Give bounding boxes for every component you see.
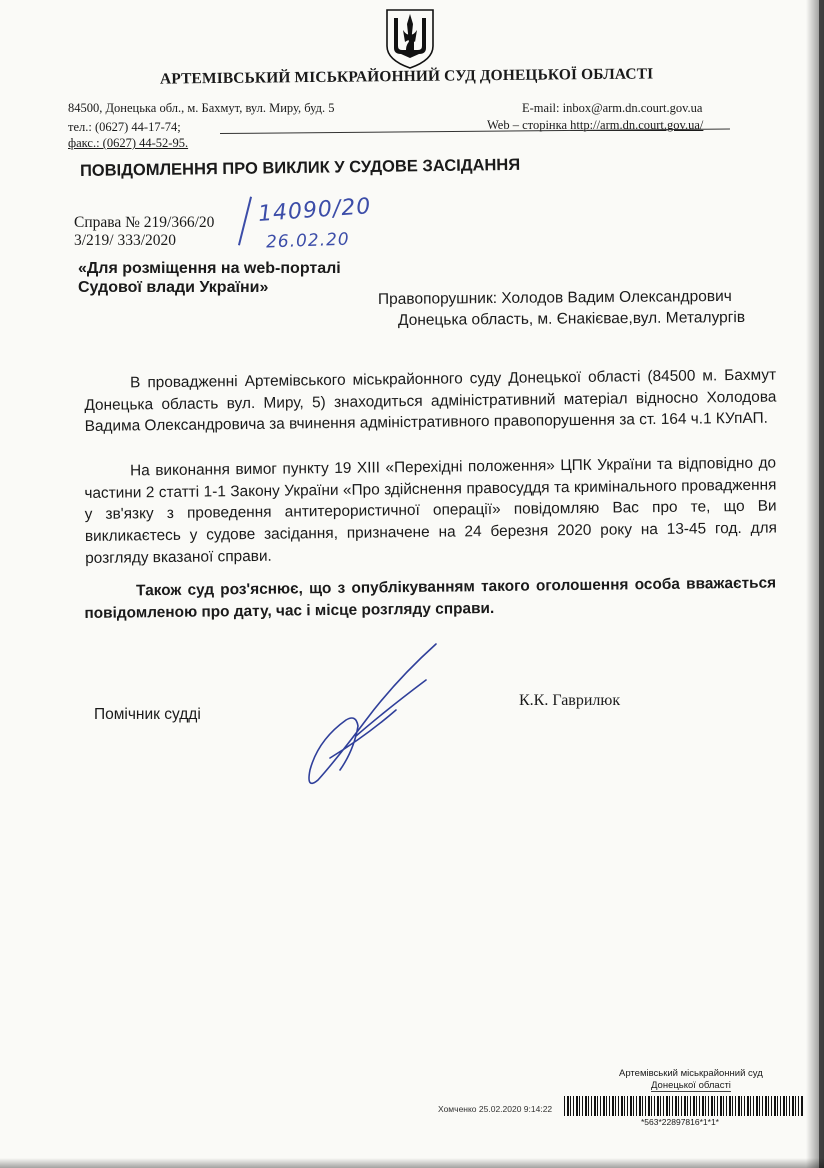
court-address: 84500, Донецька обл., м. Бахмут, вул. Миру, буд. 5 [68,101,335,115]
court-fax: факс.: (0627) 44-52-95. [68,136,189,150]
court-name: АРТЕМІВСЬКИЙ МІСЬКРАЙОННИЙ СУД ДОНЕЦЬКОЇ ОБЛАСТІ [159,65,654,88]
trident-emblem-icon [381,8,439,70]
handwritten-signature [296,640,446,790]
registration-stamp [420,1062,810,1132]
web-url-link[interactable]: http://arm.dn.court.gov.ua/ [570,118,704,132]
document-title: ПОВІДОМЛЕННЯ ПРО ВИКЛИК У СУДОВЕ ЗАСІДАННЯ [79,155,521,180]
stamp-registration: Хомченко 25.02.2020 9:14:22 [438,1104,553,1114]
court-phone: тел.: (0627) 44-17-74; [68,120,181,134]
signatory-name: К.К. Гаврилюк [519,692,621,709]
clarification-paragraph: Також суд роз'яснює, що з опублікуванням такого оголошення особа вважається повідомленою про дату, час і місце розгляду справи. [84,574,777,622]
offender-address: Донецька область, м. Єнакієвае,вул. Металургів [397,308,746,329]
handwritten-date: 26.02.20 [265,229,351,253]
court-email: E-mail: inbox@arm.dn.court.gov.ua [522,101,703,115]
offender-name: Правопорушник: Холодов Вадим Олександрович [377,287,732,308]
body-paragraph-1: В провадженні Артемівського міськрайонного суду Донецької області (84500 м. Бахмут Донецька область вул. Миру, 5) знаходиться адміністративний матеріал відносно Холодова Вадима Олександровича за вчинення адміністративного правопорушення за ст. 164 ч.1 КУпАП. [84,366,777,436]
scan-bottom-shadow [0,1158,824,1168]
handwritten-slash [238,197,252,246]
barcode-text: *563*22897816*1*1* [641,1117,719,1127]
body-paragraph-2: На виконання вимог пункту 19 ХІІІ «Перехідні положення» ЦПК України та відповідно до частини 2 статті 1-1 Закону України «Про здійснення правосуддя та кримінального провадження у зв'язку з проведення антитерористичної операції» повідомляю Вас про те, що Ви викликаєтесь у судове засідання, призначене на 24 березня 2020 року на 13-45 год. для розгляду вказаної справи. [84,454,777,567]
stamp-court-line: Артемівський міськрайонний суд [619,1068,763,1079]
stamp-region-line: Донецької області [651,1080,731,1091]
proceeding-number: 3/219/ 333/2020 [74,232,177,249]
signatory-position: Помічник судді [94,706,201,723]
handwritten-registration-number: 14090/20 [257,194,373,227]
barcode-image [564,1096,804,1116]
scan-edge-border [819,0,824,1168]
case-number: Справа № 219/366/20 [74,214,215,231]
portal-note: «Для розміщення на web-порталі Судової влади України» [78,260,341,296]
web-prefix: Web – сторінка [487,118,571,132]
